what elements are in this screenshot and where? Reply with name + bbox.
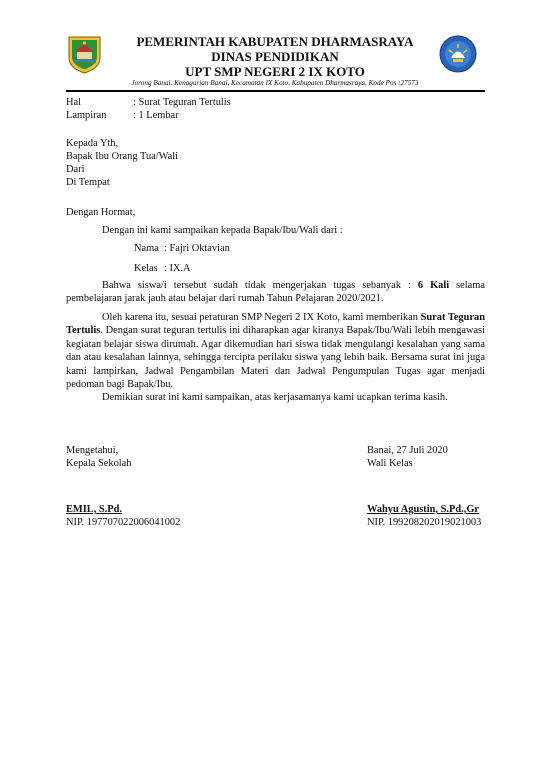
student-name-label: Nama [134,243,159,254]
student-name-value: : Fajri Oktavian [164,243,230,254]
header-agency-line: DINAS PENDIDIKAN [211,49,339,64]
header-address: Jorong Banai, Kenagarian Banai, Kecamatan IX Koto, Kabupaten Dharmasraya, Kode Pos :27573 [131,79,419,87]
recipient-line-1: Kepada Yth, [66,138,119,149]
warning-type: Surat Teguran Tertulis [66,312,485,337]
recipient-line-4: Di Tempat [66,177,110,188]
lampiran-label: Lampiran [66,110,107,121]
principal-nip: NIP. 197707022006041002 [66,517,181,528]
paragraph-warning: Oleh karena itu, sesuai peraturan SMP Negeri 2 IX Koto, kami memberikan Surat Teguran Tertulis. Dengan surat teguran tertulis ini diharapkan agar kiranya Bapak/Ibu/Wali lebih mengawasi kegiatan belajar siswa dirumah. Agar dikemudian hari siswa tidak mengulangi kesalahan yang sama dan atau kesalahan lainnya, sehingga tercipta perilaku siswa yang lebih baik. Bersama surat ini juga kami lampirkan, Jadwal Pengambilan Materi dan Jadwal Pengumpulan Tugas agar menjadi pedoman bagi Bapak/Ibu. [66,312,485,391]
hal-value: : Surat Teguran Tertulis [133,97,231,108]
student-class-value: : IX.A [164,263,191,274]
recipient-line-2: Bapak Ibu Orang Tua/Wali [66,151,179,162]
header-school-line: UPT SMP NEGERI 2 IX KOTO [185,64,365,79]
homeroom-teacher-nip: NIP. 199208202019021003 [367,517,482,528]
lampiran-value: : 1 Lembar [133,110,179,121]
closing-line: Demikian surat ini kami sampaikan, atas kerjasamanya kami ucapkan terima kasih. [102,392,448,403]
header-government-line: PEMERINTAH KABUPATEN DHARMASRAYA [136,34,414,49]
greeting: Dengan Hormat, [66,207,136,218]
homeroom-teacher-name: Wahyu Agustin, S.Pd.,Gr [367,504,480,515]
recipient-line-3: Dari [66,164,85,175]
paragraph-violation: Bahwa siswa/i tersebut sudah tidak mengerjakan tugas sebanyak : 6 Kali selama pembelajaran jarak jauh atau belajar dari rumah Tahun Pelajaran 2020/2021. [66,280,485,305]
sign-left-line-2: Kepala Sekolah [66,458,132,469]
intro-line: Dengan ini kami sampaikan kepada Bapak/Ibu/Wali dari : [102,225,343,236]
sign-left-line-1: Mengetahui, [66,445,119,456]
sign-right-line-1: Banai, 27 Juli 2020 [367,445,448,456]
header-divider [66,90,485,92]
sign-right-line-2: Wali Kelas [367,458,413,469]
hal-label: Hal [66,97,82,108]
principal-name: EMIL, S.Pd. [66,504,123,515]
violation-count: 6 Kali [417,280,450,291]
student-class-label: Kelas [134,263,158,274]
